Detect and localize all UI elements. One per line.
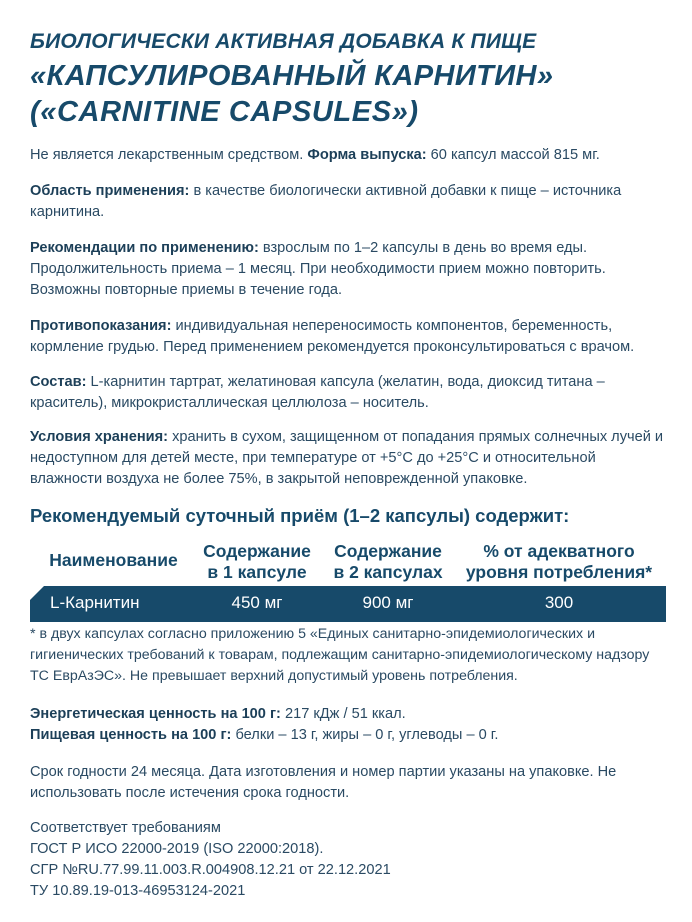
table-header-name: Наименование xyxy=(49,550,178,570)
storage-paragraph: Условия хранения: хранить в сухом, защищенном от попадания прямых солнечных лучей и недоступном для детей месте, при температуре от +5°С до +25°С и относительной влажности воздуха не более 75%, в закрытой неповрежденной упаковке. xyxy=(30,429,664,487)
standards-line-3: СГР №RU.77.99.11.003.R.004908.12.21 от 22.12.2021 xyxy=(30,862,391,878)
usage-area-paragraph: Область применения: в качестве биологически активной добавки к пище – источника карнитина. xyxy=(30,183,622,220)
table-title: Рекомендуемый суточный приём (1–2 капсулы) содержит: xyxy=(30,505,570,526)
standards-block xyxy=(30,818,670,902)
cell-percent: 300 xyxy=(544,593,574,612)
contraindications-paragraph: Противопоказания: индивидуальная непереносимость компонентов, беременность, кормление грудью. Перед применением рекомендуется проконсультироваться с врачом. xyxy=(30,318,635,355)
table-header-one-capsule: Содержание в 1 капсуле xyxy=(203,541,311,582)
recommendations-label: Рекомендации по применению: xyxy=(30,240,259,256)
standards-line-2: ГОСТ Р ИСО 22000-2019 (ISO 22000:2018). xyxy=(30,841,324,857)
standards-line-4: ТУ 10.89.19-013-46953124-2021 xyxy=(30,883,246,899)
usage-area-label: Область применения: xyxy=(30,183,190,199)
shelf-life: Срок годности 24 месяца. Дата изготовления и номер партии указаны на упаковке. Не использовать после истечения срока годности. xyxy=(30,764,617,801)
composition-paragraph: Состав: L-карнитин тартрат, желатиновая капсула (желатин, вода, диоксид титана –краситель), микрокристаллическая целлюлоза – носитель. xyxy=(30,374,605,411)
cell-one-capsule: 450 мг xyxy=(231,593,283,612)
nutrition-label: Пищевая ценность на 100 г: xyxy=(30,727,232,743)
product-category: БИОЛОГИЧЕСКИ АКТИВНАЯ ДОБАВКА К ПИЩЕ xyxy=(30,30,537,53)
intro-paragraph: Не является лекарственным средством. Форма выпуска: 60 капсул массой 815 мг. xyxy=(30,147,600,163)
nutrition-value: Пищевая ценность на 100 г: белки – 13 г, жиры – 0 г, углеводы – 0 г. xyxy=(30,727,499,743)
recommendations-paragraph: Рекомендации по применению: взрослым по 1–2 капсулы в день во время еды. Продолжительность приема – 1 месяц. При необходимости прием можно повторить. Возможны повторные приемы в течение года. xyxy=(30,240,606,298)
table-header-percent: % от адекватного уровня потребления* xyxy=(465,541,653,582)
energy-label: Энергетическая ценность на 100 г: xyxy=(30,706,281,722)
contraindications-label: Противопоказания: xyxy=(30,318,172,334)
cell-name: L-Карнитин xyxy=(50,593,140,612)
energy-value: Энергетическая ценность на 100 г: 217 кДж / 51 ккал. xyxy=(30,706,406,722)
footnote: * в двух капсулах согласно приложению 5 «Единых санитарно-эпидемиологических и гигиенических требований к товарам, подлежащим санитарно-эпидемиологическому надзору ТС ЕврАзЭС». Не превышает верхний допустимый уровень потребления. xyxy=(30,626,650,684)
composition-label: Состав: xyxy=(30,374,87,390)
product-name-en: («CARNITINE CAPSULES») xyxy=(30,96,419,128)
cell-two-capsules: 900 мг xyxy=(362,593,414,612)
product-name-ru: «КАПСУЛИРОВАННЫЙ КАРНИТИН» xyxy=(30,60,554,92)
table-header-two-capsules: Содержание в 2 капсулах xyxy=(333,541,443,582)
storage-label: Условия хранения: xyxy=(30,429,169,445)
standards-line-1: Соответствует требованиям xyxy=(30,820,221,836)
form-label: Форма выпуска: xyxy=(307,147,427,163)
